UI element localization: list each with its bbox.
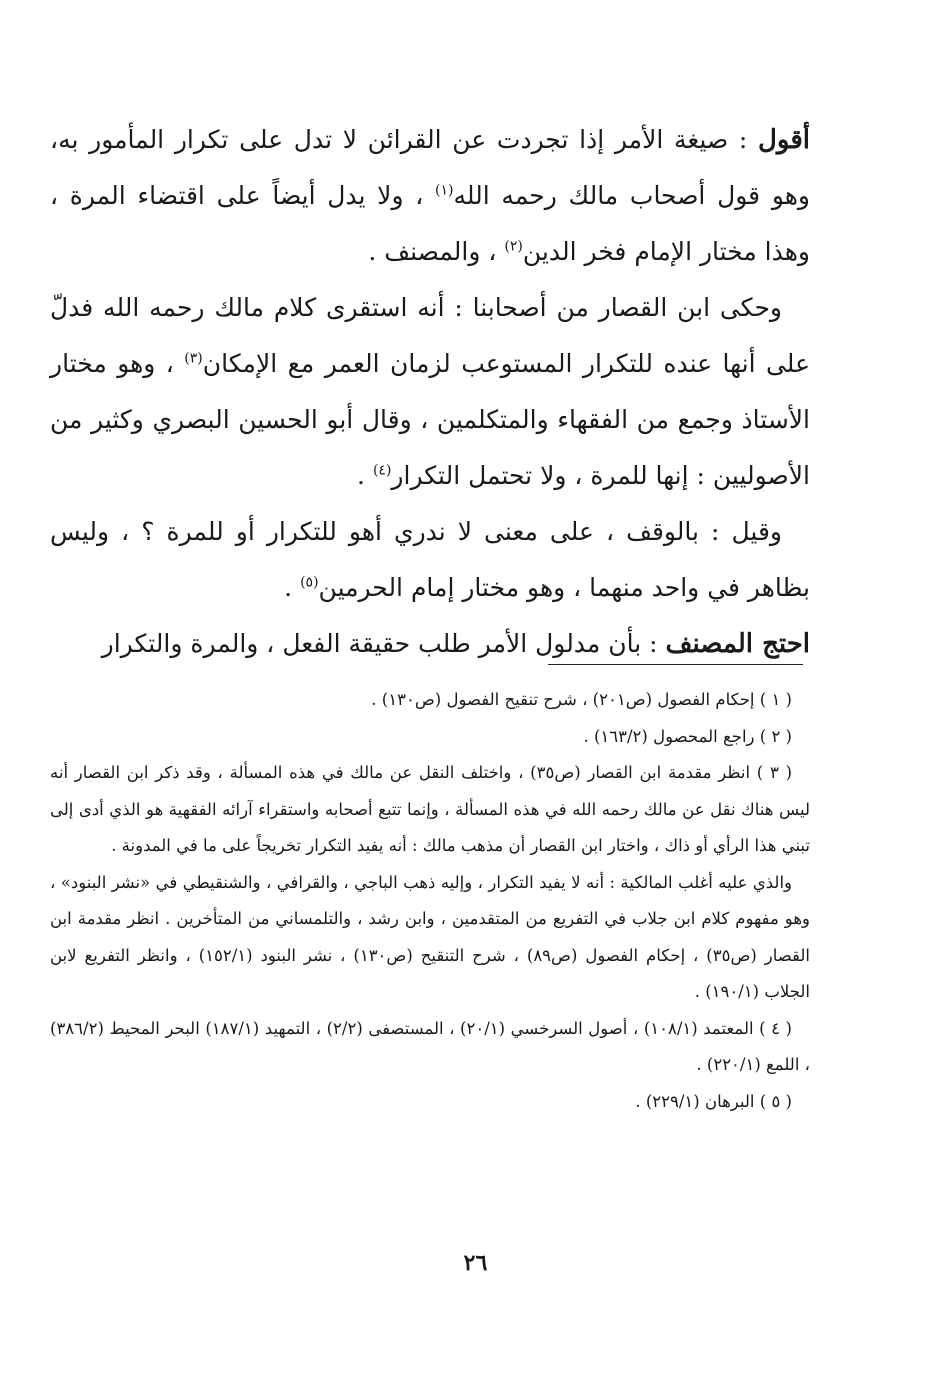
footnote-5: ( ٥ ) البرهان (٢٢٩/١) . bbox=[635, 1091, 792, 1111]
paragraph-2 bbox=[50, 280, 810, 504]
footnote-3: ( ٣ ) انظر مقدمة ابن القصار (ص٣٥) ، واختلف النقل عن مالك في هذه المسألة ، وقد ذكر ابن القصار أنه ليس هناك نقل عن مالك رحمه الله في هذه المسألة ، وإنما تتبع أصحابه واستقراء آرائه الفقهية هو الذي أدى إلى تبني هذا الرأي أو ذاك ، واختار ابن القصار أن مذهب مالك : أنه يفيد التكرار تخريجاً على ما في المدونة . bbox=[50, 763, 810, 855]
footnote-2: ( ٢ ) راجع المحصول (١٦٣/٢) . bbox=[583, 726, 792, 746]
footnote-ref: (٥) bbox=[300, 574, 319, 591]
footnote-4: ( ٤ ) المعتمد (١٠٨/١) ، أصول السرخسي (٢٠/١) ، المستصفى (٢/٢) ، التمهيد (١٨٧/١) البحر المحيط (٣٨٦/٢) ، اللمع (٢٢٠/١) . bbox=[50, 1018, 810, 1074]
paragraph-text: ، ولا يدل أيضاً على اقتضاء المرة ، وهذا مختار الإمام فخر الدين bbox=[50, 181, 810, 266]
main-text-body bbox=[50, 112, 810, 672]
footnote-1: ( ١ ) إحكام الفصول (ص٢٠١) ، شرح تنقيح الفصول (ص١٣٠) . bbox=[371, 690, 792, 709]
footnote-ref: (١) bbox=[435, 182, 454, 199]
paragraph-3 bbox=[50, 504, 810, 616]
page-number: ٢٦ bbox=[463, 1250, 488, 1276]
footnote-ref: (٤) bbox=[372, 462, 392, 479]
lead-word: أقول bbox=[758, 125, 810, 155]
footnote-ref: (٣) bbox=[184, 350, 203, 367]
paragraph-text: : بأن مدلول الأمر طلب حقيقة الفعل ، والمرة والتكرار bbox=[101, 629, 666, 658]
paragraph-text: . bbox=[357, 461, 373, 490]
paragraph-text: ، وهو مختار الأستاذ وجمع من الفقهاء والمتكلمين ، وقال أبو الحسين البصري وكثير من الأصوليين : إنها للمرة ، ولا تحتمل التكرار bbox=[50, 349, 810, 490]
lead-word: احتج المصنف bbox=[665, 629, 810, 659]
paragraph-1 bbox=[50, 112, 810, 280]
footnote-3-continued: والذي عليه أغلب المالكية : أنه لا يفيد التكرار ، وإليه ذهب الباجي ، والقرافي ، والشنقيطي في «نشر البنود» ، وهو مفهوم كلام ابن جلاب في التفريع من المتقدمين ، وابن رشد ، والتلمساني من المتأخرين . انظر مقدمة ابن القصار (ص٣٥) ، إحكام الفصول (ص٨٩) ، شرح التنقيح (ص١٣٠) ، نشر البنود (١٥٢/١) ، وانظر التفريع لابن الجلاب (١٩٠/١) . bbox=[50, 872, 811, 1001]
paragraph-text: وحكى ابن القصار من أصحابنا : أنه استقرى كلام مالك رحمه الله فدلّ على أنها عنده للتكرار المستوعب لزمان العمر مع الإمكان bbox=[50, 293, 810, 378]
footnote-separator bbox=[548, 664, 803, 665]
paragraph-text: وقيل : بالوقف ، على معنى لا ندري أهو للتكرار أو للمرة ؟ ، وليس بظاهر في واحد منهما ، وهو مختار إمام الحرمين bbox=[50, 517, 810, 602]
footnotes-section bbox=[50, 682, 810, 1120]
paragraph-text: . bbox=[284, 573, 301, 602]
paragraph-text: : صيغة الأمر إذا تجردت عن القرائن لا تدل على تكرار المأمور به، وهو قول أصحاب مالك رحمه الله bbox=[50, 125, 810, 210]
footnote-ref: (٢) bbox=[504, 238, 523, 255]
paragraph-text: ، والمصنف . bbox=[368, 237, 505, 266]
